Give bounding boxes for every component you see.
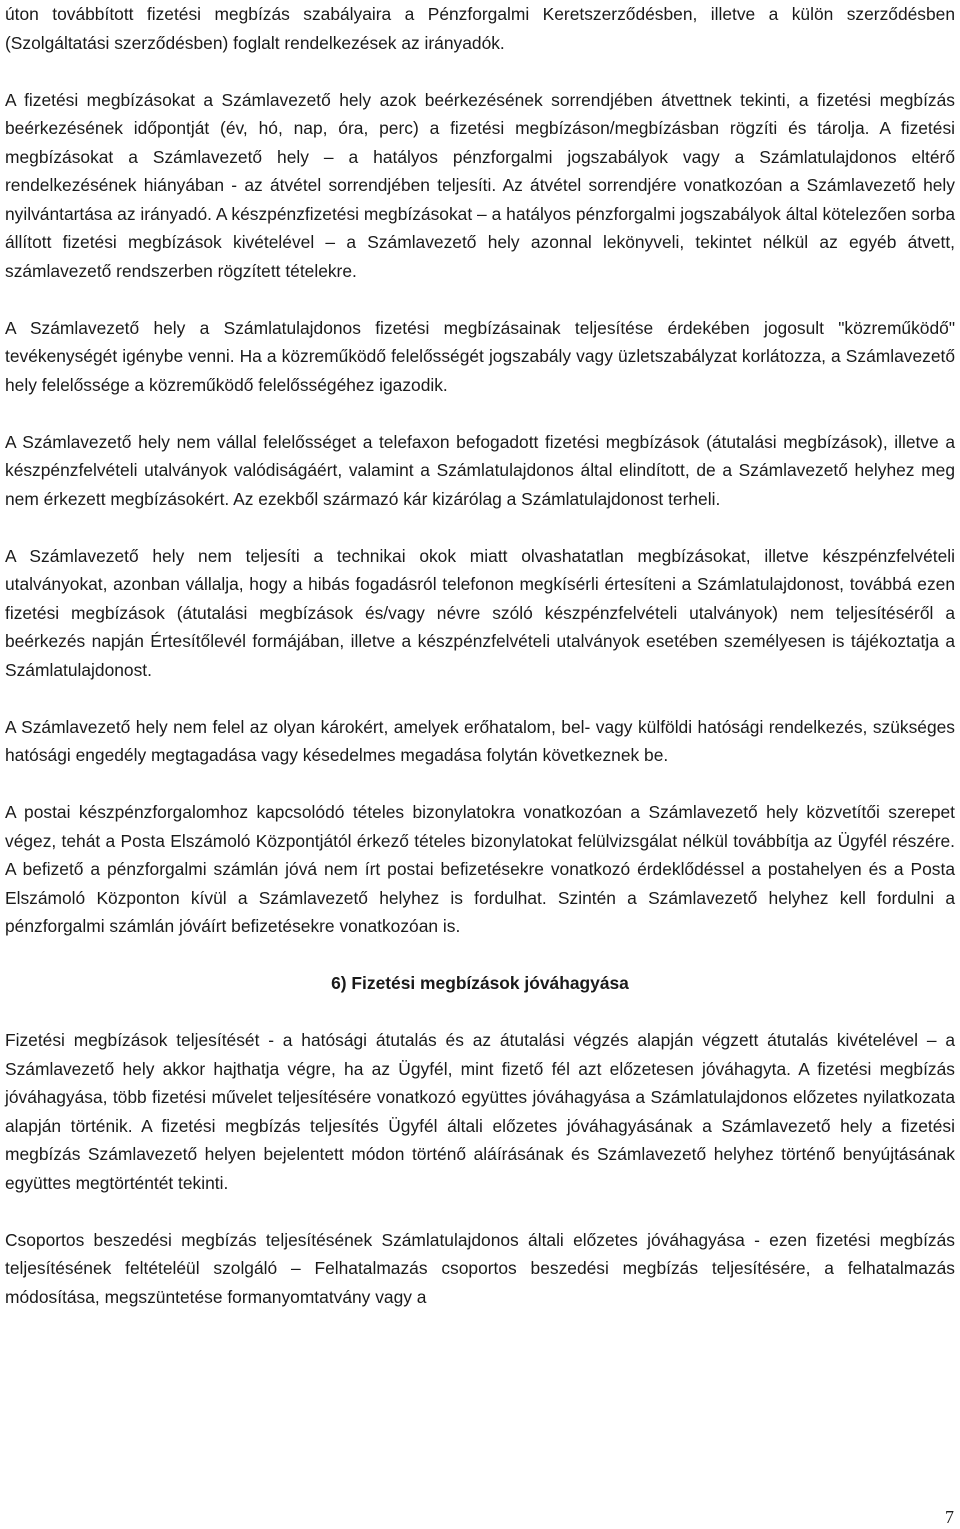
paragraph-force-majeure: A Számlavezető hely nem felel az olyan károkért, amelyek erőhatalom, bel- vagy külföldi hatósági rendelkezés, szükséges hatósági engedély megtagadása vagy késedelmes megadása folytán következnek be.: [5, 716, 955, 765]
paragraph-direct-debit-approval: Csoportos beszedési megbízás teljesítésének Számlatulajdonos általi előzetes jóváhagyása - ezen fizetési megbízás teljesítésének feltételéül szolgáló – Felhatalmazás csoportos beszedési megbízás teljesítésére, a felhatalmazás módosítása, megszüntetése formanyomtatvány vagy a: [5, 1229, 955, 1307]
paragraph-continued-payment-rules: úton továbbított fizetési megbízás szabályaira a Pénzforgalmi Keretszerződésben, illetve a külön szerződésben (Szolgáltatási szerződésben) foglalt rendelkezések az irányadók.: [5, 4, 955, 53]
paragraph-postal-cash: A postai készpénzforgalomhoz kapcsolódó tételes bizonylatokra vonatkozóan a Számlavezető hely közvetítői szerepet végez, tehát a Posta Elszámoló Központjától érkező tételes bizonylatokat felülvizsgálat nélkül továbbítja az Ügyfél részére. A befizető a pénzforgalmi számlán jóvá nem írt postai befizetésekre vonatkozó érdeklődéssel a postahelyen és a Posta Elszámoló Központon kívül a Számlavezető helyhez is fordulhat. Szintén a Számlavezető helyhez kell fordulni a pénzforgalmi számlán jóváírt befizetésekre vonatkozóan is.: [5, 802, 955, 936]
paragraph-order-of-receipt: A fizetési megbízásokat a Számlavezető hely azok beérkezésének sorrendjében átvettnek tekinti, a fizetési megbízás beérkezésének időpontját (év, hó, nap, óra, perc) a fizetési megbízáson/megbízásban rögzíti és tárolja. A fizetési megbízásokat a Számlavezető hely – a hatályos pénzforgalmi jogszabályok vagy a Számlatulajdonos eltérő rendelkezésének hiányában - az átvétel sorrendjében teljesíti. Az átvétel sorrendjére vonatkozóan a Számlavezető hely nyilvántartása az irányadó. A készpénzfizetési megbízásokat – a hatályos pénzforgalmi jogszabályok által kötelezően sorba állított fizetési megbízások kivételével – a Számlavezető hely azonnal lekönyveli, tekintet nélkül az egyéb átvett, számlavezető rendszerben rögzített tételekre.: [5, 89, 955, 281]
paragraph-approval: Fizetési megbízások teljesítését - a hatósági átutalás és az átutalási végzés alapján végzett átutalás kivételével – a Számlavezető hely akkor hajthatja végre, ha az Ügyfél, mint fizető fél azt előzetesen jóváhagyta. A fizetési megbízás jóváhagyása, több fizetési művelet teljesítésére vonatkozó együttes jóváhagyása a Számlatulajdonos előzetes nyilatkozata alapján történik. A fizetési megbízás teljesítés Ügyfél általi előzetes jóváhagyásának a Számlavezető hely a fizetési megbízás Számlavezető helyen bejelentett módon történő aláírásának és Számlavezető helyhez történő benyújtásának együttes megtörténtét tekinti.: [5, 1030, 955, 1193]
paragraph-illegible-orders: A Számlavezető hely nem teljesíti a technikai okok miatt olvashatatlan megbízásokat, illetve készpénzfelvételi utalványokat, azonban vállalja, hogy a hibás fogadásról telefonon megkísérli értesíteni a Számlatulajdonost, továbbá ezen fizetési megbízások (átutalási megbízások és/vagy névre szóló készpénzfelvételi utalványok) nem teljesítéséről a beérkezés napján Értesítőlevél formájában, illetve a készpénzfelvételi utalványok esetében személyesen is tájékoztatja a Számlatulajdonost.: [5, 545, 955, 680]
paragraph-intermediary: A Számlavezető hely a Számlatulajdonos fizetési megbízásainak teljesítése érdekében jogosult "közreműködő" tevékenységét igénybe venni. Ha a közreműködő felelősségét jogszabály vagy üzletszabályzat korlátozza, a Számlavezető hely felelőssége a közreműködő felelősségéhez igazodik.: [5, 317, 955, 395]
document-page: [5, 0, 955, 1311]
section-heading: 6) Fizetési megbízások jóváhagyása: [331, 973, 629, 993]
page-number: 7: [945, 1507, 954, 1527]
paragraph-fax-liability: A Számlavezető hely nem vállal felelősséget a telefaxon befogadott fizetési megbízások (átutalási megbízások), illetve a készpénzfelvételi utalványok valódiságáért, valamint a Számlatulajdonos által elindított, de a Számlavezető helyhez meg nem érkezett megbízásokért. Az ezekből származó kár kizárólag a Számlatulajdonost terheli.: [5, 431, 955, 509]
